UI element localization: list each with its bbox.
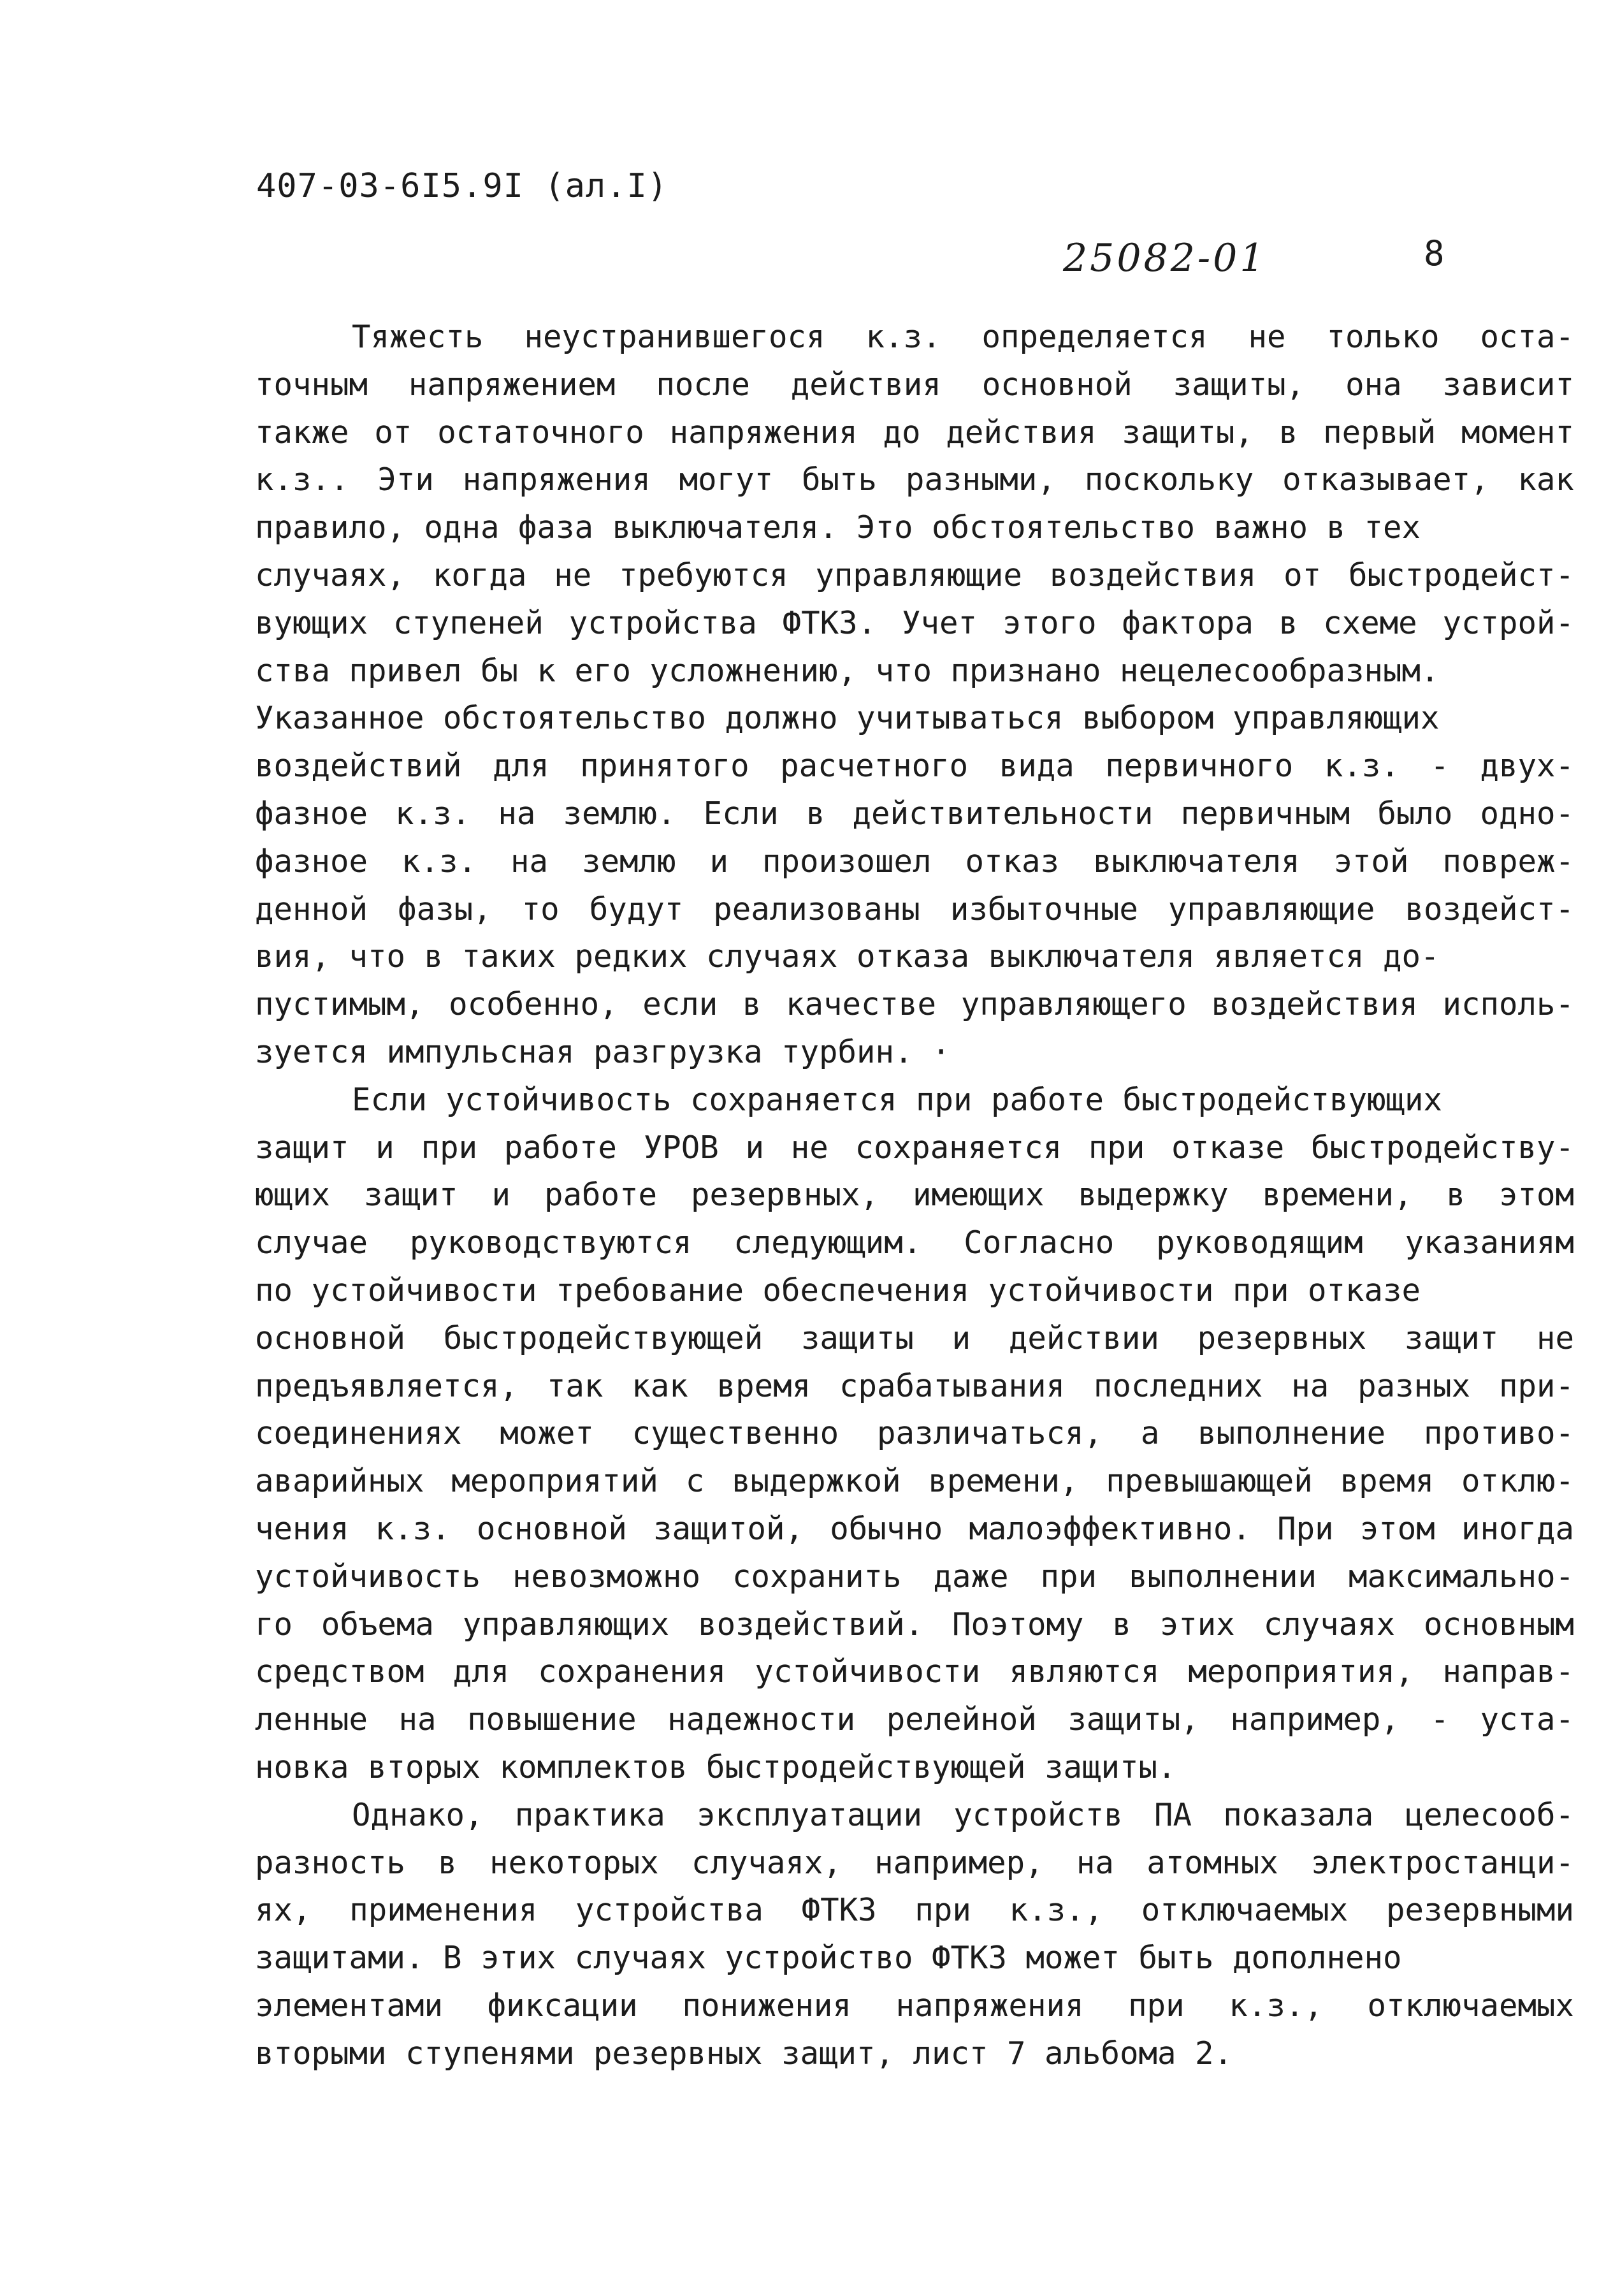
- sheet-number: 25082-01: [1063, 236, 1267, 280]
- document-code: 407-03-6I5.9I (ал.I): [256, 167, 669, 205]
- text-line: разность в некоторых случаях, например, на атомных электростанци-: [255, 1844, 1574, 1881]
- text-line: ленные на повышение надежности релейной защиты, например, - уста-: [255, 1701, 1574, 1738]
- text-line: вторыми ступенями резервных защит, лист 7 альбома 2.: [255, 2035, 1233, 2072]
- text-line: случае руководствуются следующим. Согласно руководящим указаниям: [255, 1224, 1574, 1261]
- page-number: 8: [1424, 233, 1445, 273]
- paragraph-3: [255, 1792, 1574, 2078]
- text-line: фазное к.з. на землю. Если в действительности первичным было одно-: [255, 795, 1574, 832]
- text-line: воздействий для принятого расчетного вида первичного к.з. - двух-: [255, 748, 1574, 785]
- text-line: Указанное обстоятельство должно учитываться выбором управляющих: [255, 700, 1440, 737]
- text-line: чения к.з. основной защитой, обычно малоэффективно. При этом иногда: [255, 1510, 1574, 1547]
- text-line: предъявляется, так как время срабатывания последних на разных при-: [255, 1367, 1574, 1404]
- text-line: фазное к.з. на землю и произошел отказ выключателя этой повреж-: [255, 843, 1574, 880]
- text-line: также от остаточного напряжения до действия защиты, в первый момент: [255, 414, 1574, 451]
- text-line: устойчивость невозможно сохранить даже при выполнении максимально-: [255, 1558, 1574, 1595]
- text-line: элементами фиксации понижения напряжения при к.з., отключаемых: [255, 1987, 1574, 2024]
- text-line: аварийных мероприятий с выдержкой времени, превышающей время отклю-: [255, 1463, 1574, 1500]
- text-line: по устойчивости требование обеспечения устойчивости при отказе: [255, 1272, 1421, 1309]
- text-line: Тяжесть неустранившегося к.з. определяется не только оста-: [352, 319, 1574, 355]
- text-line: пустимым, особенно, если в качестве управляющего воздействия исполь-: [255, 986, 1574, 1023]
- text-line: вия, что в таких редких случаях отказа выключателя является до-: [255, 938, 1440, 975]
- text-line: ях, применения устройства ФТКЗ при к.з., отключаемых резервными: [255, 1892, 1574, 1929]
- text-line: соединениях может существенно различаться, а выполнение противо-: [255, 1415, 1574, 1452]
- text-line: случаях, когда не требуются управляющие воздействия от быстродейст-: [255, 556, 1574, 593]
- text-line: вующих ступеней устройства ФТКЗ. Учет этого фактора в схеме устрой-: [255, 604, 1574, 641]
- body-text: [255, 314, 1574, 2077]
- text-line: правило, одна фаза выключателя. Это обстоятельство важно в тех: [255, 509, 1421, 546]
- text-line: защит и при работе УРОВ и не сохраняется при отказе быстродейству-: [255, 1129, 1574, 1166]
- text-line: го объема управляющих воздействий. Поэтому в этих случаях основным: [255, 1606, 1574, 1643]
- paragraph-1: [255, 314, 1574, 1077]
- text-line: ства привел бы к его усложнению, что признано нецелесообразным.: [255, 652, 1440, 689]
- text-line: к.з.. Эти напряжения могут быть разными, поскольку отказывает, как: [255, 461, 1574, 498]
- paragraph-2: [255, 1077, 1574, 1792]
- text-line: зуется импульсная разгрузка турбин. ·: [255, 1033, 951, 1070]
- text-line: точным напряжением после действия основной защиты, она зависит: [255, 366, 1574, 403]
- text-line: средством для сохранения устойчивости являются мероприятия, направ-: [255, 1653, 1574, 1690]
- text-line: Однако, практика эксплуатации устройств ПА показала целесооб-: [352, 1796, 1574, 1833]
- text-line: основной быстродействующей защиты и действии резервных защит не: [255, 1319, 1574, 1356]
- text-line: Если устойчивость сохраняется при работе быстродействующих: [352, 1081, 1443, 1118]
- text-line: денной фазы, то будут реализованы избыточные управляющие воздейст-: [255, 890, 1574, 927]
- text-line: защитами. В этих случаях устройство ФТКЗ может быть дополнено: [255, 1940, 1402, 1977]
- text-line: ющих защит и работе резервных, имеющих выдержку времени, в этом: [255, 1177, 1574, 1214]
- text-line: новка вторых комплектов быстродействующей защиты.: [255, 1748, 1176, 1785]
